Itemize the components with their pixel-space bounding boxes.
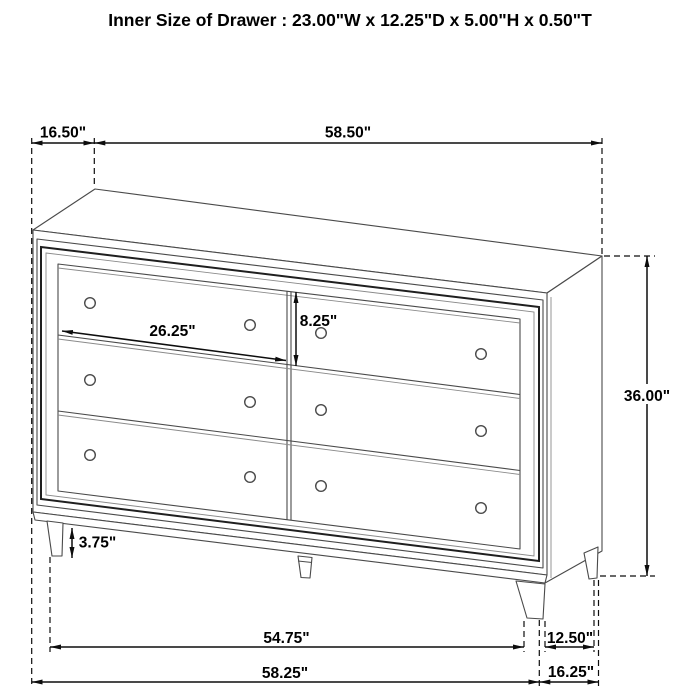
dim-label-top-depth: 16.50": [39, 124, 87, 142]
drawer-knob: [245, 472, 256, 483]
drawer-knob: [85, 450, 96, 461]
dim-label-leg-height: 3.75": [78, 534, 117, 552]
dim-label-height: 36.00": [623, 388, 671, 405]
dim-label-drawer-height: 8.25": [299, 313, 338, 330]
center-foot: [298, 556, 312, 578]
drawer-knob: [476, 426, 487, 437]
front-left-leg: [47, 521, 63, 556]
dim-label-side-leg-span: 12.50": [546, 630, 594, 647]
dim-label-drawer-width: 26.25": [149, 323, 196, 340]
drawer-knob: [245, 320, 256, 331]
drawer-knob: [316, 481, 327, 492]
diagram-title: Inner Size of Drawer : 23.00"W x 12.25"D x 5.00"H x 0.50"T: [108, 10, 592, 30]
dim-label-overall-depth: 16.25": [547, 664, 595, 681]
dresser-side-panel: [545, 256, 602, 583]
drawer-knob: [85, 298, 96, 309]
drawer-knob: [85, 375, 96, 386]
rear-right-leg: [584, 547, 598, 579]
drawer-knob: [476, 349, 487, 360]
dim-label-front-leg-span: 54.75": [263, 630, 310, 647]
dim-label-top-width: 58.50": [324, 124, 372, 142]
front-right-leg: [516, 581, 545, 619]
dresser-illustration: [33, 189, 602, 619]
drawer-knob: [316, 405, 327, 416]
drawer-knob: [245, 397, 256, 408]
drawer-knob: [476, 503, 487, 514]
dim-label-overall-width: 58.25": [261, 665, 309, 682]
